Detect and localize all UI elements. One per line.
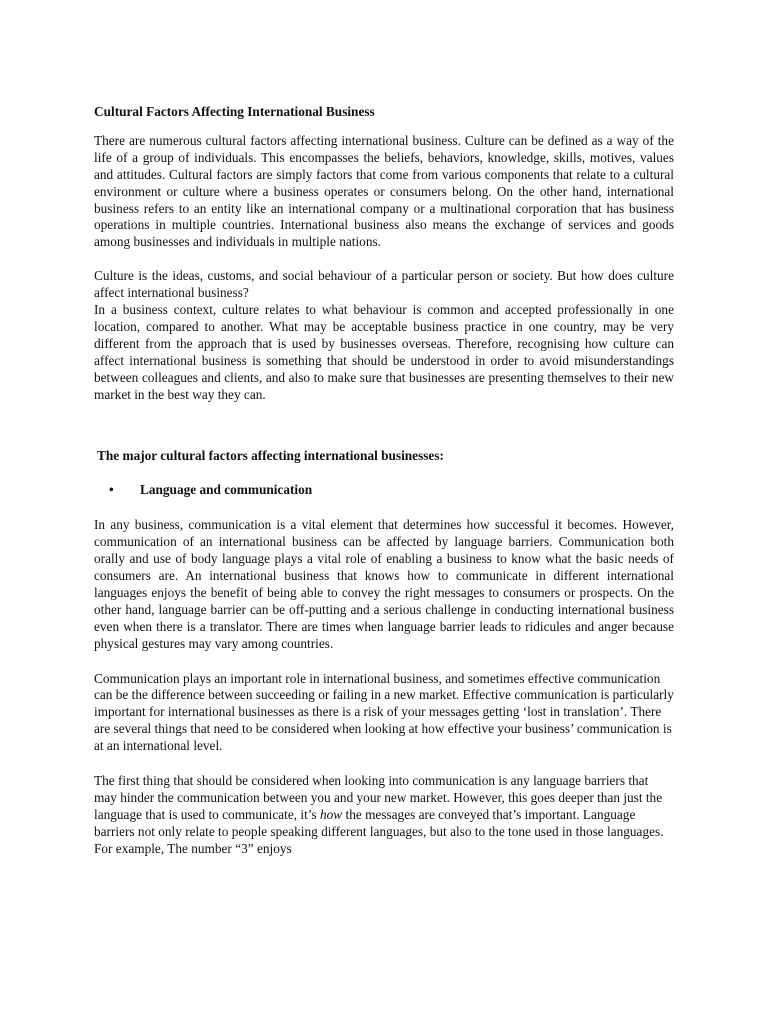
intro-paragraph: There are numerous cultural factors affecting international business. Culture can be defined as a way of the life of a group of individuals. This encompasses the beliefs, behaviors, knowledge, skills, motives, values and attitudes. Cultural factors are simply factors that come from various components that relate to a cultural environment or culture where a business operates or consumers belong. On the other hand, international business refers to an entity like an international company or a multinational corporation that has business operations in multiple countries. International business also means the exchange of services and goods among businesses and individuals in multiple nations.	[94, 132, 674, 250]
document-body	[94, 104, 674, 858]
major-factors-heading: The major cultural factors affecting international businesses:	[97, 447, 444, 463]
bullet-item-language	[94, 482, 674, 499]
business-context-paragraph: In a business context, culture relates to what behaviour is common and accepted professionally in one location, compared to another. What may be acceptable business practice in one country, may be very different from the approach that is used by businesses overseas. Therefore, recognising how culture can affect international business is something that should be understood in order to avoid misunderstandings between colleagues and clients, and also to make sure that businesses are presenting themselves to their new market in the best way they can.	[94, 302, 674, 402]
bullet-label: Language and communication	[140, 482, 313, 498]
document-title: Cultural Factors Affecting International Business	[94, 104, 375, 119]
paragraph-3-text-end: the messages are conveyed that’s important. Language barriers not only relate to people speaking different languages, but also to the tone used in those languages. For example, The number “3” enjoys	[94, 806, 664, 856]
communication-paragraph-1: In any business, communication is a vital element that determines how successful it becomes. However, communication of an international business can be affected by language barriers. Communication both orally and use of body language plays a vital role of enabling a business to know what the basic needs of consumers are. An international business that knows how to communicate in different international languages enjoys the benefit of being able to convey the right messages to consumers or prospects. On the other hand, language barrier can be off-putting and a serious challenge in conducting international business even when there is a translator. There are times when language barrier leads to ridicules and anger because physical gestures may vary among countries.	[94, 517, 674, 651]
communication-paragraph-2: Communication plays an important role in international business, and sometimes effective communication can be the difference between succeeding or failing in a new market. Effective communication is particularly important for international businesses as there is a risk of your messages getting ‘lost in translation’. There are several things that need to be considered when looking at how effective your business’ communication is at an international level.	[94, 670, 674, 754]
spacer	[94, 251, 674, 268]
spacer	[94, 755, 674, 773]
culture-question-paragraph: Culture is the ideas, customs, and social behaviour of a particular person or society. But how does culture affect international business?	[94, 268, 674, 301]
paragraph-3-emphasis: how	[320, 806, 343, 822]
communication-paragraph-3	[94, 773, 674, 858]
spacer	[94, 653, 674, 671]
paragraph-3-text-start: The first thing that should be considered when looking into communication is any language barriers that may hinder the communication between you and your new market. However, this goes deeper than just the language that is used to communicate, it’s	[94, 773, 663, 822]
bullet-icon: •	[109, 482, 114, 498]
spacer	[94, 404, 674, 448]
